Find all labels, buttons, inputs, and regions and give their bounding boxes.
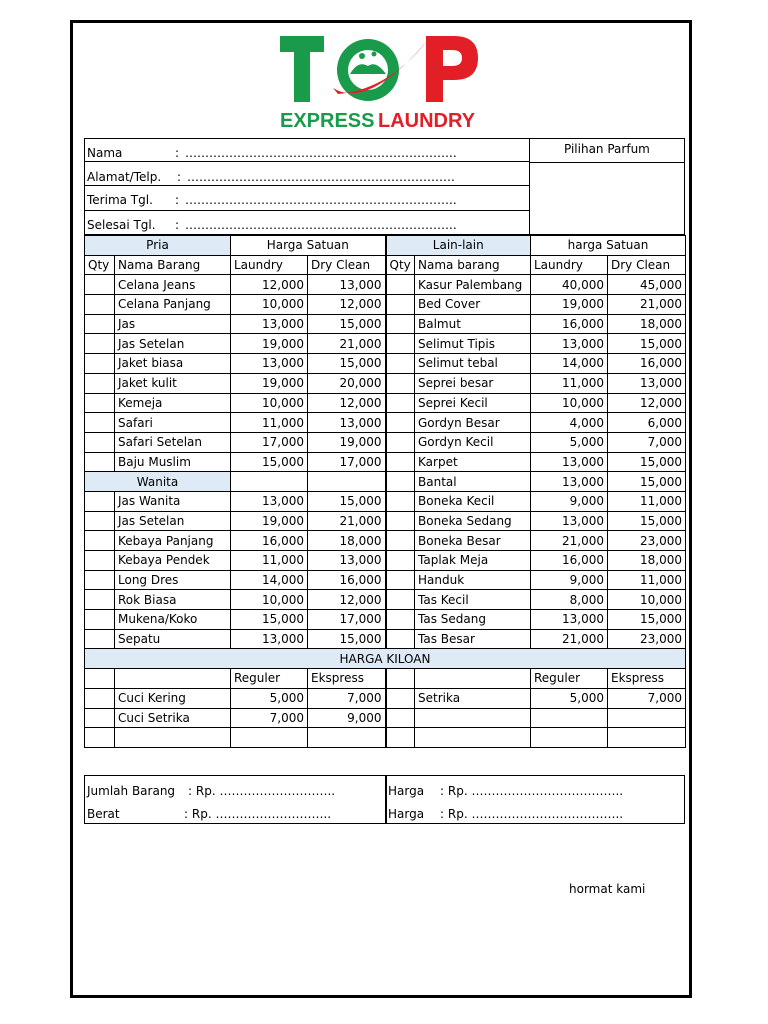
table-row (85, 334, 686, 354)
col-nama-barang-right: Nama barang (415, 255, 531, 275)
table-row (85, 275, 686, 295)
item-name-left: Long Dres (115, 570, 231, 590)
kilo-reguler-right: 5,000 (531, 688, 608, 708)
item-name-right: Gordyn Kecil (415, 432, 531, 452)
kilo-reguler-left (231, 728, 308, 748)
section-pria: Pria (85, 236, 231, 256)
qty-cell-left[interactable] (85, 334, 115, 354)
price-dryclean-right: 18,000 (608, 551, 686, 571)
table-row (85, 413, 686, 433)
price-laundry-right: 16,000 (531, 314, 608, 334)
price-dryclean-left: 15,000 (308, 491, 386, 511)
price-laundry-left: 19,000 (231, 334, 308, 354)
qty-cell-right[interactable] (386, 708, 415, 728)
item-name-left: Jas Wanita (115, 491, 231, 511)
harga-label-1: Harga (388, 784, 425, 798)
price-laundry-left: 13,000 (231, 314, 308, 334)
item-name-right: Tas Kecil (415, 590, 531, 610)
price-dryclean-left: 17,000 (308, 452, 386, 472)
item-name-left: Jaket kulit (115, 373, 231, 393)
qty-cell-left[interactable] (85, 432, 115, 452)
table-row (85, 354, 686, 374)
item-name-right: Kasur Palembang (415, 275, 531, 295)
price-laundry-right: 8,000 (531, 590, 608, 610)
signature-label: hormat kami (569, 882, 646, 896)
qty-cell-right[interactable] (386, 432, 415, 452)
table-row (85, 551, 686, 571)
qty-cell-left[interactable] (85, 688, 115, 708)
table-row (85, 452, 686, 472)
section-wanita: Wanita (85, 472, 231, 492)
kilo-ekspress-right (608, 728, 686, 748)
qty-cell-right[interactable] (386, 314, 415, 334)
col-dryclean-right: Dry Clean (608, 255, 686, 275)
kiloan-row (85, 728, 686, 748)
price-dryclean-right: 15,000 (608, 610, 686, 630)
header-harga-satuan-right: harga Satuan (531, 236, 686, 256)
header-harga-satuan-left: Harga Satuan (231, 236, 386, 256)
price-dryclean-right: 16,000 (608, 354, 686, 374)
price-laundry-left: 13,000 (231, 629, 308, 649)
empty-cell (115, 669, 231, 689)
kilo-ekspress-left (308, 728, 386, 748)
top-express-laundry-logo (278, 30, 488, 132)
section-harga-kiloan: HARGA KILOAN (85, 649, 686, 669)
qty-cell-left[interactable] (85, 295, 115, 315)
price-laundry-right: 40,000 (531, 275, 608, 295)
section-header-row (85, 236, 686, 256)
price-dryclean-left: 12,000 (308, 590, 386, 610)
item-name-left: Rok Biasa (115, 590, 231, 610)
price-dryclean-left: 13,000 (308, 551, 386, 571)
price-laundry-left: 13,000 (231, 491, 308, 511)
kiloan-row (85, 688, 686, 708)
table-row (85, 590, 686, 610)
price-laundry-right: 13,000 (531, 334, 608, 354)
qty-cell-left[interactable] (85, 491, 115, 511)
item-name-right: Selimut tebal (415, 354, 531, 374)
item-name-left: Jas Setelan (115, 511, 231, 531)
col-laundry-right: Laundry (531, 255, 608, 275)
price-dryclean-left: 12,000 (308, 295, 386, 315)
empty-cell (386, 669, 415, 689)
kiloan-row (85, 708, 686, 728)
kilo-item-left (115, 728, 231, 748)
price-laundry-left: 12,000 (231, 275, 308, 295)
empty-cell (85, 669, 115, 689)
harga-value-2[interactable]: : Rp. ……………………………….. (440, 807, 624, 821)
table-row (85, 531, 686, 551)
qty-cell-left[interactable] (85, 531, 115, 551)
price-dryclean-right: 7,000 (608, 432, 686, 452)
harga-label-2: Harga (388, 807, 425, 821)
item-name-left: Kebaya Panjang (115, 531, 231, 551)
price-laundry-right: 11,000 (531, 373, 608, 393)
price-laundry-left: 15,000 (231, 452, 308, 472)
price-dryclean-right: 21,000 (608, 295, 686, 315)
price-laundry-right: 21,000 (531, 629, 608, 649)
price-table (84, 235, 686, 748)
item-name-left: Jaket biasa (115, 354, 231, 374)
price-dryclean-right: 13,000 (608, 373, 686, 393)
kilo-ekspress-right: 7,000 (608, 688, 686, 708)
item-name-right: Karpet (415, 452, 531, 472)
qty-cell-right[interactable] (386, 491, 415, 511)
price-dryclean-right: 15,000 (608, 511, 686, 531)
qty-cell-right[interactable] (386, 373, 415, 393)
empty-cell (231, 472, 308, 492)
logo-express-text: EXPRESS (280, 110, 375, 132)
kilo-ekspress-left: 9,000 (308, 708, 386, 728)
qty-cell-left[interactable] (85, 314, 115, 334)
price-laundry-left: 10,000 (231, 393, 308, 413)
column-header-row (85, 255, 686, 275)
field-nama-label: Nama (87, 146, 123, 160)
qty-cell-right[interactable] (386, 452, 415, 472)
qty-cell-left[interactable] (85, 354, 115, 374)
kilo-item-right: Setrika (415, 688, 531, 708)
qty-cell-right[interactable] (386, 610, 415, 630)
price-laundry-left: 10,000 (231, 590, 308, 610)
price-dryclean-left: 20,000 (308, 373, 386, 393)
kilo-item-right (415, 728, 531, 748)
item-name-right: Tas Sedang (415, 610, 531, 630)
price-laundry-right: 4,000 (531, 413, 608, 433)
kilo-reguler-left: 5,000 (231, 688, 308, 708)
price-dryclean-left: 13,000 (308, 275, 386, 295)
price-laundry-left: 17,000 (231, 432, 308, 452)
price-dryclean-right: 10,000 (608, 590, 686, 610)
qty-cell-left[interactable] (85, 373, 115, 393)
item-name-left: Kebaya Pendek (115, 551, 231, 571)
harga-value-1[interactable]: : Rp. ……………………………….. (440, 784, 624, 798)
field-terima-colon: : (175, 193, 180, 207)
kilo-item-left: Cuci Kering (115, 688, 231, 708)
qty-cell-right[interactable] (386, 295, 415, 315)
kiloan-section-row (85, 649, 686, 669)
price-laundry-right: 14,000 (531, 354, 608, 374)
col-nama-barang-left: Nama Barang (115, 255, 231, 275)
price-dryclean-left: 13,000 (308, 413, 386, 433)
price-laundry-right: 9,000 (531, 491, 608, 511)
price-dryclean-left: 15,000 (308, 629, 386, 649)
price-dryclean-left: 15,000 (308, 314, 386, 334)
item-name-right: Handuk (415, 570, 531, 590)
price-dryclean-left: 18,000 (308, 531, 386, 551)
price-dryclean-right: 12,000 (608, 393, 686, 413)
price-laundry-left: 16,000 (231, 531, 308, 551)
qty-cell-left[interactable] (85, 393, 115, 413)
col-dryclean-left: Dry Clean (308, 255, 386, 275)
field-selesai-dots[interactable]: ………………………………………………………….. (185, 218, 457, 232)
item-name-left: Sepatu (115, 629, 231, 649)
qty-cell-left[interactable] (85, 551, 115, 571)
price-dryclean-right: 15,000 (608, 334, 686, 354)
table-row (85, 570, 686, 590)
qty-cell-right[interactable] (386, 570, 415, 590)
qty-cell-left[interactable] (85, 590, 115, 610)
col-reguler-right: Reguler (531, 669, 608, 689)
item-name-right: Seprei Kecil (415, 393, 531, 413)
qty-cell-left[interactable] (85, 275, 115, 295)
table-row (85, 491, 686, 511)
price-laundry-left: 19,000 (231, 373, 308, 393)
qty-cell-right[interactable] (386, 334, 415, 354)
price-laundry-left: 19,000 (231, 511, 308, 531)
qty-cell-right[interactable] (386, 531, 415, 551)
table-row (85, 314, 686, 334)
price-laundry-right: 10,000 (531, 393, 608, 413)
qty-cell-right[interactable] (386, 354, 415, 374)
kilo-ekspress-left: 7,000 (308, 688, 386, 708)
item-name-right: Balmut (415, 314, 531, 334)
section-lain-lain: Lain-lain (386, 236, 531, 256)
qty-cell-left[interactable] (85, 708, 115, 728)
table-row (85, 295, 686, 315)
price-laundry-left: 10,000 (231, 295, 308, 315)
qty-cell-right[interactable] (386, 688, 415, 708)
perfume-label: Pilihan Parfum (564, 142, 650, 156)
qty-cell-left[interactable] (85, 570, 115, 590)
kilo-ekspress-right (608, 708, 686, 728)
price-dryclean-left: 17,000 (308, 610, 386, 630)
price-dryclean-left: 21,000 (308, 511, 386, 531)
item-name-right: Tas Besar (415, 629, 531, 649)
perfume-field[interactable] (530, 162, 685, 234)
kilo-reguler-right (531, 728, 608, 748)
price-laundry-right: 13,000 (531, 610, 608, 630)
table-row (85, 472, 686, 492)
price-laundry-left: 13,000 (231, 354, 308, 374)
field-selesai-label: Selesai Tgl. (87, 218, 156, 232)
item-name-left: Mukena/Koko (115, 610, 231, 630)
field-nama-colon: : (175, 146, 180, 160)
item-name-right: Boneka Kecil (415, 491, 531, 511)
table-row (85, 629, 686, 649)
field-alamat-label: Alamat/Telp. (87, 170, 162, 184)
price-dryclean-left: 19,000 (308, 432, 386, 452)
price-dryclean-left: 16,000 (308, 570, 386, 590)
berat-value[interactable]: : Rp. ……………………….. (184, 807, 332, 821)
item-name-left: Safari Setelan (115, 432, 231, 452)
field-terima-dots[interactable]: ………………………………………………………….. (185, 193, 457, 207)
kilo-reguler-right (531, 708, 608, 728)
col-ekspress-right: Ekspress (608, 669, 686, 689)
item-name-right: Gordyn Besar (415, 413, 531, 433)
col-qty-left: Qty (85, 255, 115, 275)
price-dryclean-right: 6,000 (608, 413, 686, 433)
item-name-right: Bed Cover (415, 295, 531, 315)
qty-cell-right[interactable] (386, 629, 415, 649)
qty-cell-right[interactable] (386, 275, 415, 295)
field-selesai-colon: : (175, 218, 180, 232)
item-name-left: Kemeja (115, 393, 231, 413)
jumlah-barang-value[interactable]: : Rp. ……………………….. (188, 784, 336, 798)
price-dryclean-right: 11,000 (608, 491, 686, 511)
price-laundry-left: 15,000 (231, 610, 308, 630)
price-laundry-right: 5,000 (531, 432, 608, 452)
field-nama-dots[interactable]: ………………………………………………………….. (185, 146, 457, 160)
item-name-left: Celana Panjang (115, 295, 231, 315)
qty-cell-left[interactable] (85, 452, 115, 472)
kilo-reguler-left: 7,000 (231, 708, 308, 728)
col-ekspress-left: Ekspress (308, 669, 386, 689)
qty-cell-right[interactable] (386, 551, 415, 571)
price-dryclean-right: 18,000 (608, 314, 686, 334)
kilo-item-left: Cuci Setrika (115, 708, 231, 728)
table-row (85, 373, 686, 393)
qty-cell-right[interactable] (386, 511, 415, 531)
col-laundry-left: Laundry (231, 255, 308, 275)
empty-cell (415, 669, 531, 689)
price-laundry-right: 16,000 (531, 551, 608, 571)
price-laundry-right: 19,000 (531, 295, 608, 315)
field-terima-label: Terima Tgl. (87, 193, 153, 207)
qty-cell-left[interactable] (85, 629, 115, 649)
item-name-left: Celana Jeans (115, 275, 231, 295)
price-dryclean-left: 12,000 (308, 393, 386, 413)
field-alamat-dots[interactable]: …………………………………………………………. (187, 170, 455, 184)
col-reguler-left: Reguler (231, 669, 308, 689)
qty-cell-right[interactable] (386, 728, 415, 748)
price-dryclean-right: 23,000 (608, 629, 686, 649)
qty-cell-right[interactable] (386, 472, 415, 492)
jumlah-barang-label: Jumlah Barang (87, 784, 176, 798)
berat-label: Berat (87, 807, 120, 821)
item-name-right: Boneka Besar (415, 531, 531, 551)
item-name-left: Jas Setelan (115, 334, 231, 354)
col-qty-right: Qty (386, 255, 415, 275)
price-dryclean-left: 15,000 (308, 354, 386, 374)
price-laundry-left: 14,000 (231, 570, 308, 590)
table-row (85, 610, 686, 630)
kilo-item-right (415, 708, 531, 728)
price-dryclean-right: 15,000 (608, 472, 686, 492)
logo-laundry-text: LAUNDRY (378, 110, 476, 132)
kiloan-column-row (85, 669, 686, 689)
price-laundry-right: 21,000 (531, 531, 608, 551)
qty-cell-right[interactable] (386, 590, 415, 610)
item-name-right: Seprei besar (415, 373, 531, 393)
price-dryclean-right: 15,000 (608, 452, 686, 472)
item-name-left: Baju Muslim (115, 452, 231, 472)
item-name-right: Bantal (415, 472, 531, 492)
item-name-right: Taplak Meja (415, 551, 531, 571)
item-name-right: Boneka Sedang (415, 511, 531, 531)
table-row (85, 432, 686, 452)
price-dryclean-right: 11,000 (608, 570, 686, 590)
price-laundry-right: 13,000 (531, 472, 608, 492)
qty-cell-left[interactable] (85, 413, 115, 433)
qty-cell-right[interactable] (386, 393, 415, 413)
field-alamat-colon: : (177, 170, 182, 184)
price-dryclean-left: 21,000 (308, 334, 386, 354)
price-dryclean-right: 23,000 (608, 531, 686, 551)
qty-cell-right[interactable] (386, 413, 415, 433)
empty-cell (308, 472, 386, 492)
qty-cell-left[interactable] (85, 511, 115, 531)
price-laundry-right: 13,000 (531, 452, 608, 472)
item-name-left: Jas (115, 314, 231, 334)
price-laundry-left: 11,000 (231, 413, 308, 433)
price-dryclean-right: 45,000 (608, 275, 686, 295)
price-laundry-right: 9,000 (531, 570, 608, 590)
item-name-left: Safari (115, 413, 231, 433)
item-name-right: Selimut Tipis (415, 334, 531, 354)
qty-cell-left[interactable] (85, 610, 115, 630)
table-row (85, 393, 686, 413)
qty-cell-left[interactable] (85, 728, 115, 748)
price-laundry-right: 13,000 (531, 511, 608, 531)
table-row (85, 511, 686, 531)
price-laundry-left: 11,000 (231, 551, 308, 571)
